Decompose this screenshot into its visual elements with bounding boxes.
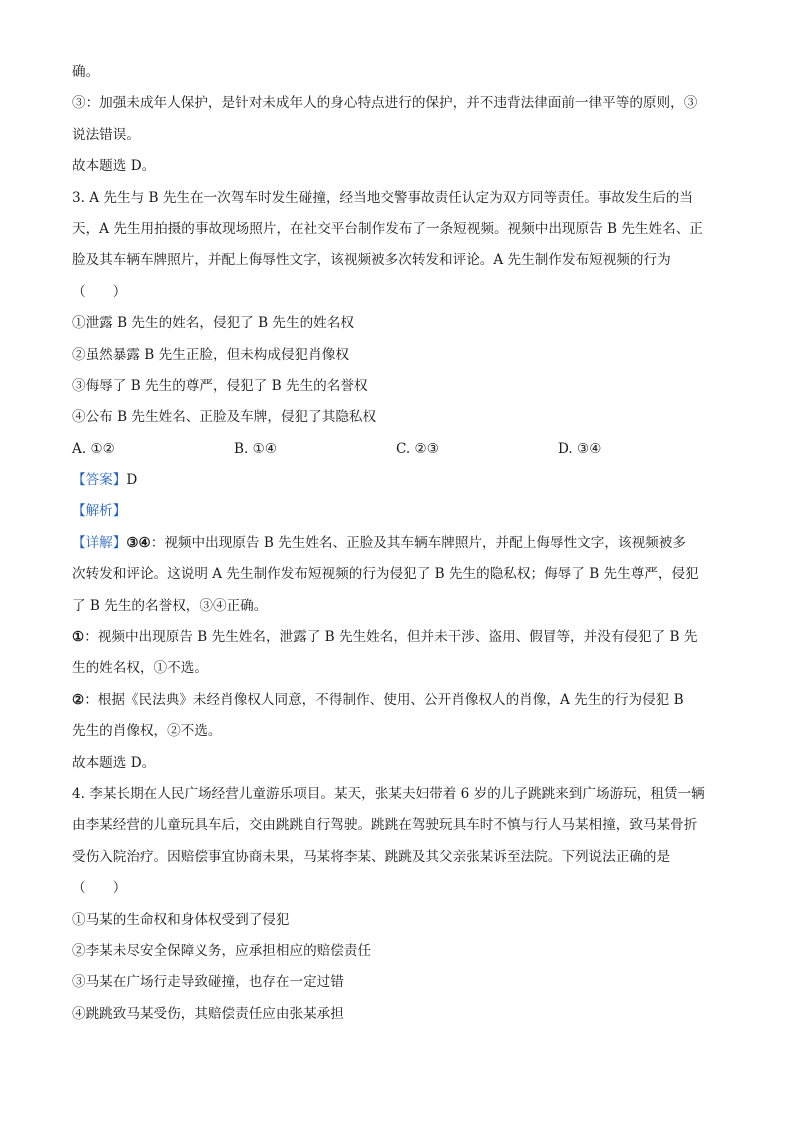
detail-line: 故本题选 D。	[72, 754, 156, 771]
detail-line	[72, 690, 724, 710]
text-line: ③：加强未成年人保护，是针对未成年人的身心特点进行的保护，并不违背法律面前一律平等的原则，③	[72, 95, 698, 112]
answer-tag: 【答案】	[72, 472, 127, 489]
detail-explanation	[72, 533, 724, 773]
detail-line: 先生的肖像权，②不选。	[72, 723, 222, 740]
statement-item: ③马某在广场行走导致碰撞，也存在一定过错	[72, 974, 344, 991]
statement-item: ②虽然暴露 B 先生正脸，但未构成侵犯肖像权	[72, 346, 349, 363]
detail-text: ：根据《民法典》未经肖像权人同意，不得制作、使用、公开肖像权人的肖像，A 先生的行为侵犯 B	[84, 691, 684, 708]
detail-keyword: ①	[72, 629, 85, 646]
text-line: 确。	[72, 64, 100, 80]
detail-line: 了 B 先生的名誉权，③④正确。	[72, 597, 268, 614]
question-stem-line: 3. A 先生与 B 先生在一次驾车时发生碰撞，经当地交警事故责任认定为双方同等责任。事故发生后的当	[72, 189, 693, 206]
detail-line	[72, 533, 724, 553]
choice-c: C. ②③	[396, 440, 439, 457]
analysis-line	[72, 501, 724, 521]
statement-item: ②李某未尽安全保障义务，应承担相应的赔偿责任	[72, 942, 372, 959]
statement-item: ①泄露 B 先生的姓名，侵犯了 B 先生的姓名权	[72, 315, 354, 332]
answer-blank: （ ）	[72, 880, 127, 897]
question-3	[72, 188, 724, 773]
detail-keyword: ③④	[126, 534, 151, 551]
previous-answer-tail	[72, 62, 724, 176]
detail-text: ：视频中出现原告 B 先生姓名，泄露了 B 先生姓名，但并未干涉、盗用、假冒等，并没有侵犯了 B 先	[84, 629, 698, 646]
detail-text: ：视频中出现原告 B 先生姓名、正脸及其车辆车牌照片，并配上侮辱性文字，该视频被多	[150, 534, 686, 551]
choice-d: D. ③④	[558, 440, 602, 457]
question-stem-line: 天，A 先生用拍摄的事故现场照片，在社交平台制作发布了一条短视频。视频中出现原告 B 先生姓名、正	[72, 220, 703, 237]
statement-item: ①马某的生命权和身体权受到了侵犯	[72, 911, 290, 928]
detail-line: 生的姓名权，①不选。	[72, 660, 208, 677]
question-stem-line: 脸及其车辆车牌照片，并配上侮辱性文字，该视频被多次转发和评论。A 先生制作发布短视频的行为	[72, 252, 671, 269]
text-line: 说法错误。	[72, 126, 140, 143]
choice-b: B. ①④	[234, 440, 278, 457]
choice-options	[72, 439, 724, 459]
question-stem-line: 4. 李某长期在人民广场经营儿童游乐项目。某天，张某夫妇带着 6 岁的儿子跳跳来到广场游玩，租赁一辆	[72, 785, 705, 802]
detail-tag: 【详解】	[72, 534, 127, 551]
statement-item: ④公布 B 先生姓名、正脸及车牌，侵犯了其隐私权	[72, 409, 377, 426]
question-stem-line: 由李某经营的儿童玩具车后，交由跳跳自行驾驶。跳跳在驾驶玩具车时不慎与行人马某相撞，致马某骨折	[72, 817, 698, 834]
question-4	[72, 784, 724, 1024]
detail-line	[72, 627, 724, 647]
document-page	[72, 62, 724, 1035]
text-line: 故本题选 D。	[72, 158, 156, 175]
answer-value: D	[126, 472, 138, 489]
answer-line	[72, 470, 724, 490]
detail-line: 次转发和评论。这说明 A 先生制作发布短视频的行为侵犯了 B 先生的隐私权；侮辱了 B 先生尊严，侵犯	[72, 566, 699, 583]
detail-keyword: ②	[72, 691, 85, 708]
analysis-tag: 【解析】	[72, 503, 127, 520]
statement-item: ③侮辱了 B 先生的尊严，侵犯了 B 先生的名誉权	[72, 377, 368, 394]
choice-a: A. ①②	[72, 440, 115, 457]
question-stem-line: 受伤入院治疗。因赔偿事宜协商未果，马某将李某、跳跳及其父亲张某诉至法院。下列说法正确的是	[72, 848, 671, 865]
statement-item: ④跳跳致马某受伤，其赔偿责任应由张某承担	[72, 1005, 344, 1022]
answer-blank: （ ）	[72, 283, 127, 300]
